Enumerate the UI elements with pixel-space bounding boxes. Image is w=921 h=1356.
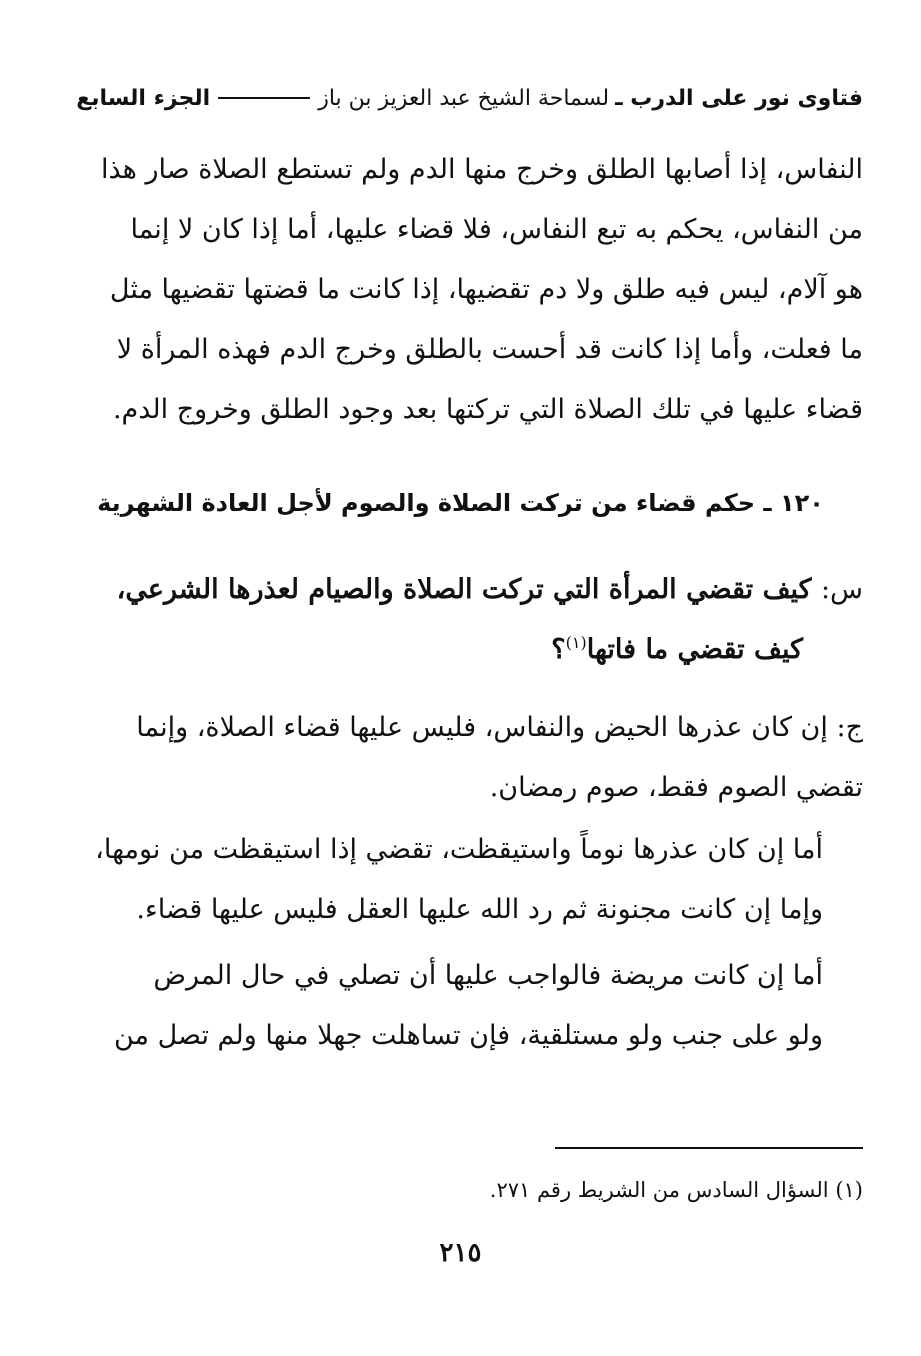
question-prefix: س: [820,574,863,605]
paragraph-illness [58,946,863,1066]
text-line: ما فعلت، وأما إذا كانت قد أحست بالطلق وخرج الدم فهذه المرأة لا [116,334,863,365]
volume-part: الجزء السابع [76,85,211,111]
text-line: ج: إن كان عذرها الحيض والنفاس، فليس عليها قضاء الصلاة، وإنما [136,712,863,743]
footnote-divider [555,1147,863,1149]
text-line: النفاس، إذا أصابها الطلق وخرج منها الدم ولم تستطع الصلاة صار هذا [101,154,863,185]
header-rule [218,97,310,99]
text-line: ولو على جنب ولو مستلقية، فإن تساهلت جهلا منها ولم تصل من [113,1020,823,1051]
question-block [58,560,863,680]
text-line: تقضي الصوم فقط، صوم رمضان. [489,772,863,803]
footnote-text: (١) السؤال السادس من الشريط رقم ٢٧١. [489,1178,863,1202]
question-line-1 [58,560,863,620]
page-number: ٢١٥ [439,1238,482,1268]
footnote-reference: (١) [565,633,587,652]
running-head [58,78,863,118]
text-line: قضاء عليها في تلك الصلاة التي تركتها بعد وجود الطلق وخروج الدم. [112,394,863,425]
text-line: هو آلام، ليس فيه طلق ولا دم تقضيها، إذا كانت ما قضتها تقضيها مثل [109,274,863,305]
text-line: أما إن كان عذرها نوماً واستيقظت، تقضي إذا استيقظت من نومها، [95,834,823,865]
paragraph-sleep-insanity [58,820,863,940]
intro-paragraph [58,140,863,440]
answer-paragraph [58,698,863,818]
question-text-1: كيف تقضي المرأة التي تركت الصلاة والصيام لعذرها الشرعي، [116,574,812,605]
question-line-2 [58,620,863,680]
question-text-2: كيف تقضي ما فاتها [586,634,803,665]
author-name: لسماحة الشيخ عبد العزيز بن باز [318,85,610,111]
book-title: فتاوى نور على الدرب ـ [615,85,863,111]
question-end-mark: ؟ [551,634,566,665]
text-line: أما إن كانت مريضة فالواجب عليها أن تصلي في حال المرض [153,960,823,991]
text-line: من النفاس، يحكم به تبع النفاس، فلا قضاء عليها، أما إذا كان لا إنما [130,214,863,245]
section-heading: ١٢٠ ـ حكم قضاء من تركت الصلاة والصوم لأجل العادة الشهرية [97,489,824,517]
text-line: وإما إن كانت مجنونة ثم رد الله عليها العقل فليس عليها قضاء. [136,894,823,925]
